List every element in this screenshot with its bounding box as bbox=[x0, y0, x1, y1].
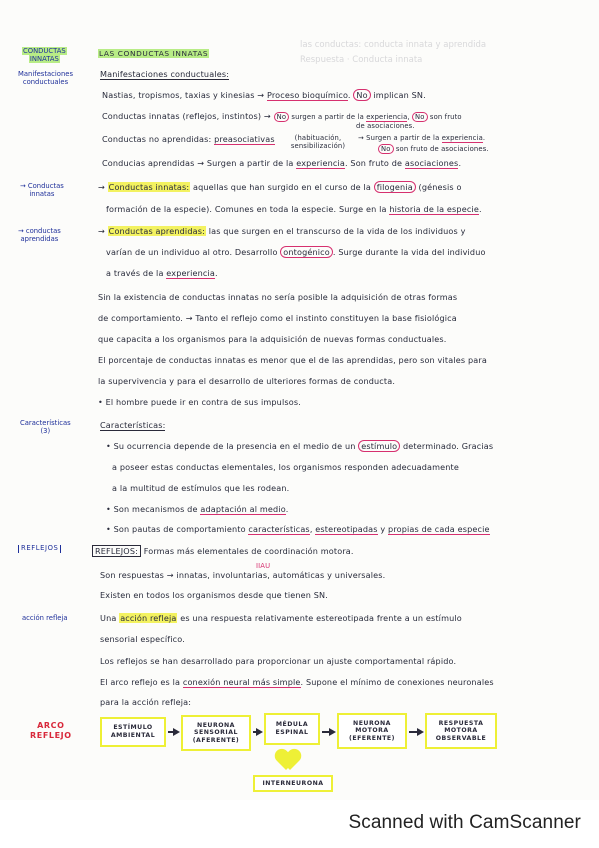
text-line: No son fruto de asociaciones. bbox=[378, 145, 489, 153]
bleed-through-text: Respuesta · Conducta innata bbox=[300, 55, 423, 65]
heart-arrow-icon bbox=[276, 750, 300, 770]
text-line: El arco reflejo es la conexión neural más simple. Supone el mínimo de conexiones neuronales bbox=[100, 677, 494, 687]
arrow-icon bbox=[253, 729, 263, 735]
margin-label-reflejos: REFLEJOS bbox=[18, 545, 61, 553]
text-line: Los reflejos se han desarrollado para proporcionar un ajuste comportamental rápido. bbox=[100, 656, 457, 666]
text-line: • Son pautas de comportamiento características, estereotipadas y propias de cada especie bbox=[106, 524, 490, 534]
text-line: Son respuestas → innatas, involuntarias, automáticas y universales. bbox=[100, 570, 386, 580]
flow-box-neurona-motora: NEURONA MOTORA (EFERENTE) bbox=[337, 713, 407, 749]
text-line: REFLEJOS: Formas más elementales de coordinación motora. bbox=[92, 546, 354, 557]
bleed-through-text: las conductas: conducta innata y aprendida bbox=[300, 40, 487, 50]
margin-label-manifestaciones: Manifestaciones conductuales bbox=[18, 70, 73, 86]
text-line: varían de un individuo al otro. Desarrollo ontogénico . Surge durante la vida del individuo bbox=[106, 247, 486, 257]
scanner-watermark: Scanned with CamScanner bbox=[348, 812, 581, 833]
text-line: El porcentaje de conductas innatas es menor que el de las aprendidas, pero son vitales para bbox=[98, 355, 487, 365]
text-line: la supervivencia y para el desarrollo de ulteriores formas de conducta. bbox=[98, 376, 396, 386]
text-line: Conductas innatas (reflejos, instintos) → No surgen a partir de la experiencia, No son fruto bbox=[102, 111, 462, 121]
text-note: (habituación, sensibilización) bbox=[290, 134, 346, 150]
text-line: Conductas no aprendidas: preasociativas bbox=[102, 134, 275, 144]
heading-caracteristicas: Características: bbox=[100, 420, 166, 430]
text-line: Nastias, tropismos, taxias y kinesias → Proceso bioquímico. No implican SN. bbox=[102, 90, 426, 100]
margin-label-arco-reflejo: ARCO REFLEJO bbox=[30, 721, 72, 740]
arrow-icon bbox=[322, 729, 336, 735]
text-line: • El hombre puede ir en contra de sus impulsos. bbox=[98, 397, 301, 407]
text-line: que capacita a los organismos para la adquisición de nuevas formas conductuales. bbox=[98, 334, 447, 344]
text-line: Existen en todos los organismos desde que tienen SN. bbox=[100, 590, 328, 600]
margin-label-innatas: CONDUCTAS INNATAS bbox=[23, 47, 66, 63]
text-line: → Conductas innatas: aquellas que han surgido en el curso de la filogenia (génesis o bbox=[98, 182, 462, 192]
scanner-footer bbox=[0, 800, 599, 848]
text-line: Sin la existencia de conductas innatas no sería posible la adquisición de otras formas bbox=[98, 292, 458, 302]
arrow-icon bbox=[168, 729, 180, 735]
text-line: • Son mecanismos de adaptación al medio. bbox=[106, 504, 289, 514]
text-line: Conducias aprendidas → Surgen a partir de la experiencia. Son fruto de asociaciones. bbox=[102, 158, 462, 168]
margin-label-conductas-aprendidas: → conductas aprendidas bbox=[18, 227, 61, 243]
text-line: → Surgen a partir de la experiencia. bbox=[358, 134, 486, 142]
text-note: IIAU bbox=[256, 562, 271, 570]
text-line: formación de la especie). Comunes en toda la especie. Surge en la historia de la especie. bbox=[106, 204, 482, 214]
flow-box-interneurona: INTERNEURONA bbox=[253, 775, 333, 792]
margin-label-accion-refleja: acción refleja bbox=[22, 614, 68, 622]
page-title: LAS CONDUCTAS INNATAS bbox=[99, 49, 209, 58]
flow-box-respuesta: RESPUESTA MOTORA OBSERVABLE bbox=[425, 713, 497, 749]
flow-box-neurona-sensorial: NEURONA SENSORIAL (AFERENTE) bbox=[181, 715, 251, 751]
text-line: de comportamiento. → Tanto el reflejo como el instinto constituyen la base fisiológica bbox=[98, 313, 457, 323]
text-line: → Conductas aprendidas: las que surgen en el transcurso de la vida de los individuos y bbox=[98, 226, 466, 236]
text-line: • Su ocurrencia depende de la presencia en el medio de un estímulo determinado. Gracias bbox=[106, 441, 494, 451]
arrow-icon bbox=[409, 729, 424, 735]
margin-label-caracteristicas: Características (3) bbox=[20, 419, 71, 435]
text-line: Una acción refleja es una respuesta relativamente estereotipada frente a un estímulo bbox=[100, 613, 462, 623]
text-line: a poseer estas conductas elementales, los organismos responden adecuadamente bbox=[112, 462, 460, 472]
flow-box-medula: MÉDULA ESPINAL bbox=[264, 713, 320, 745]
flow-box-estimulo: ESTÍMULO AMBIENTAL bbox=[100, 717, 166, 747]
text-line: de asociaciones. bbox=[356, 122, 415, 130]
text-line: para la acción refleja: bbox=[100, 697, 192, 707]
heading-manifestaciones: Manifestaciones conductuales: bbox=[100, 69, 230, 79]
margin-label-conductas-innatas: → Conductas innatas bbox=[20, 182, 64, 198]
text-line: sensorial específico. bbox=[100, 634, 185, 644]
text-line: a la multitud de estímulos que les rodean. bbox=[112, 483, 290, 493]
text-line: a través de la experiencia. bbox=[106, 268, 218, 278]
